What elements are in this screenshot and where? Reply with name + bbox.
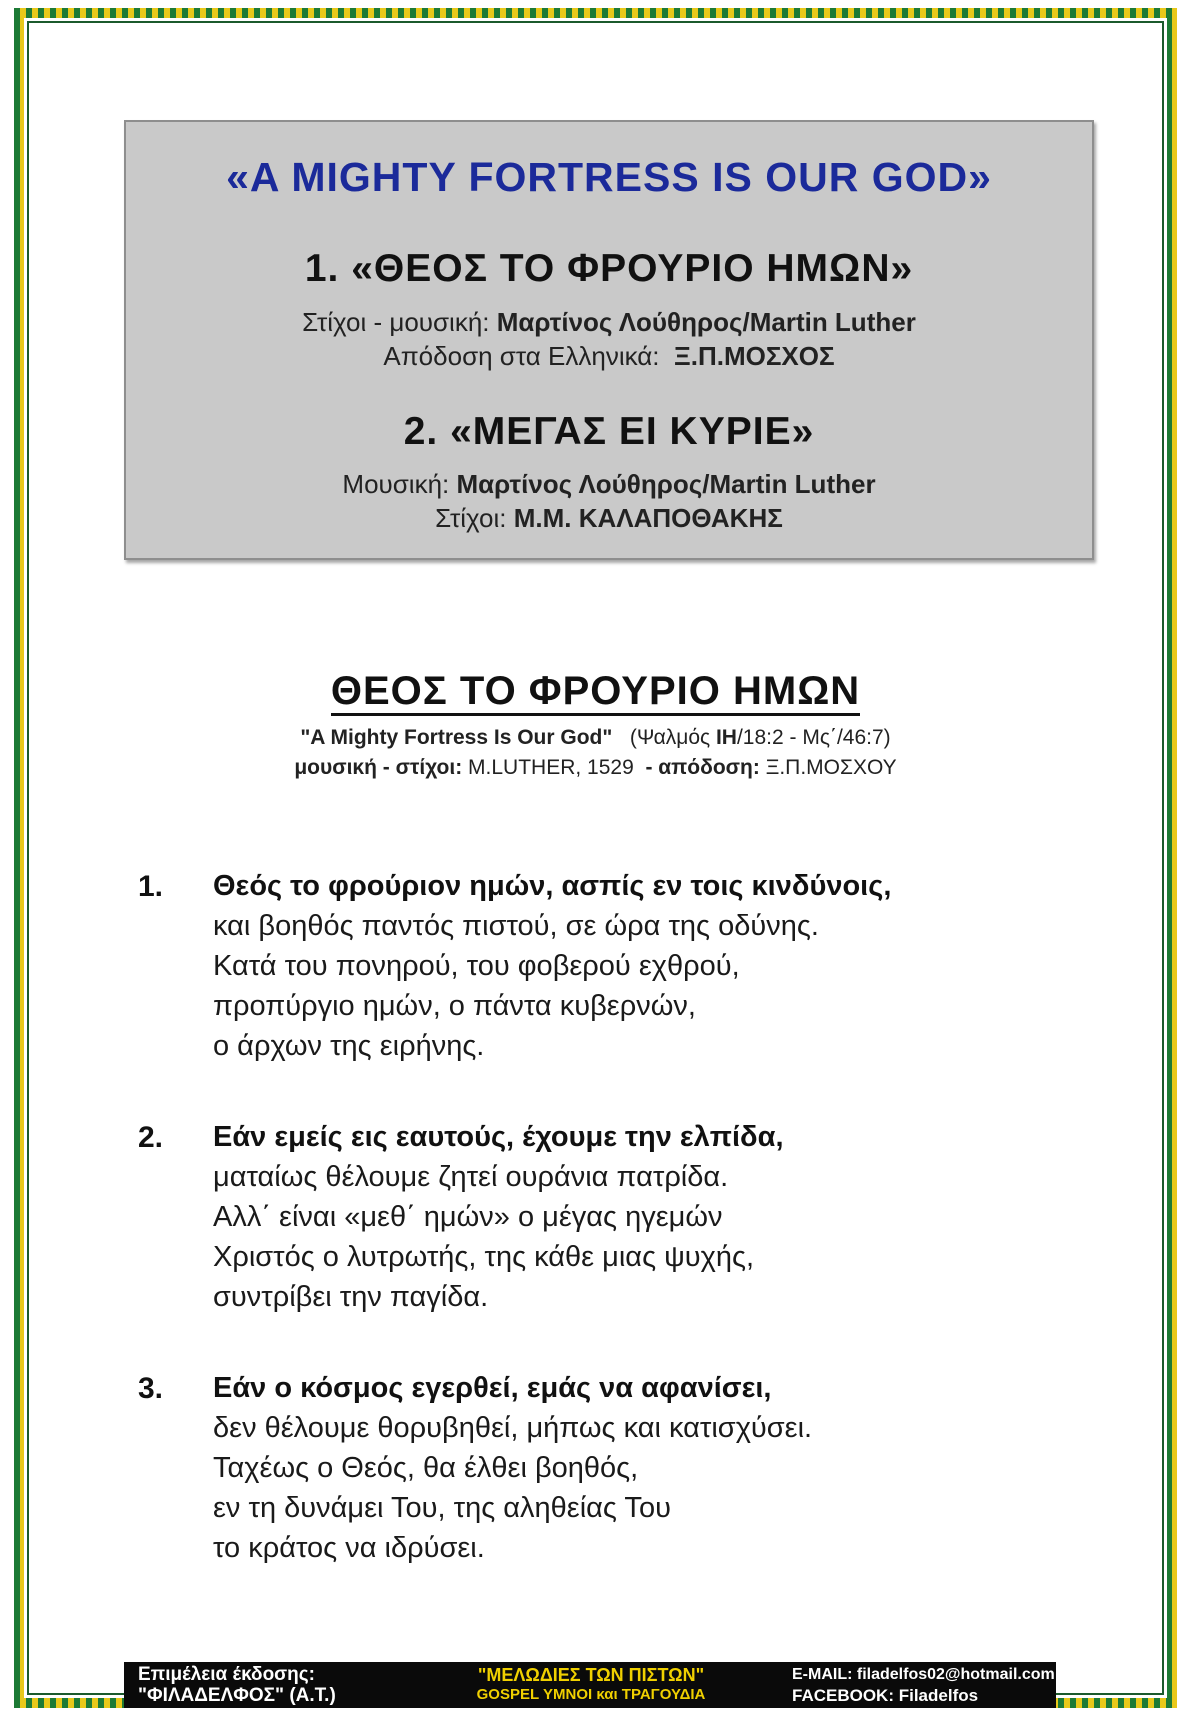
footer-series-title: "ΜΕΛΩΔΙΕΣ ΤΩΝ ΠΙΣΤΩΝ" <box>477 1665 705 1685</box>
credits-value-1: M.LUTHER, 1529 <box>468 756 634 779</box>
song2-credit1-label: Μουσική: <box>342 469 450 499</box>
song1-credit-1 <box>126 307 1092 338</box>
psalm-pre: (Ψαλμός <box>629 726 711 749</box>
verse-line: Αλλ΄ είναι «μεθ΄ ημών» ο μέγας ηγεμών <box>213 1201 723 1233</box>
song2-credit2-label: Στίχοι: <box>435 503 507 533</box>
song1-credit1-value: Μαρτίνος Λούθηρος/Martin Luther <box>496 307 916 337</box>
verse-line: το κράτος να ιδρύσει. <box>213 1532 485 1564</box>
verse-line: Ταχέως ο Θεός, θα έλθει βοηθός, <box>213 1452 639 1484</box>
verse-number: 2. <box>138 1121 164 1154</box>
footer-series-subtitle: GOSPEL ΥΜΝΟΙ και ΤΡΑΓΟΥΔΙΑ <box>476 1686 706 1703</box>
verse-line: ο άρχων της ειρήνης. <box>213 1030 485 1062</box>
verse-line: Θεός το φρούριον ημών, ασπίς εν τοις κινδύνοις, <box>213 870 892 902</box>
verse-line: και βοηθός παντός πιστού, σε ώρα της οδύνης. <box>213 910 819 942</box>
footer-facebook[interactable]: FACEBOOK: Filadelfos <box>792 1686 979 1705</box>
english-title: "A Mighty Fortress Is Our God" <box>300 726 613 749</box>
credits-label-2: - απόδοση: <box>645 756 760 779</box>
psalm-rest: /18:2 - Μς΄/46:7) <box>736 726 891 749</box>
verse-line: Χριστός ο λυτρωτής, της κάθε μιας ψυχής, <box>213 1241 755 1273</box>
footer-editor-name: "ΦΙΛΑΔΕΛΦΟΣ" (Α.Τ.) <box>138 1685 336 1706</box>
verse-line: Εάν εμείς εις εαυτούς, έχουμε την ελπίδα, <box>213 1121 784 1153</box>
hymn-title <box>0 669 1191 714</box>
title-panel <box>124 120 1094 560</box>
credits-value-2: Ξ.Π.ΜΟΣΧΟΥ <box>765 756 897 779</box>
verse-line: Εάν ο κόσμος εγερθεί, εμάς να αφανίσει, <box>213 1372 772 1404</box>
hymn-subtitle <box>0 726 1191 750</box>
song2-credit-2 <box>126 503 1092 534</box>
song2-credit1-value: Μαρτίνος Λούθηρος/Martin Luther <box>456 469 876 499</box>
footer-editor-label: Επιμέλεια έκδοσης: <box>138 1664 315 1685</box>
verse-line: εν τη δυνάμει Του, της αληθείας Του <box>213 1492 671 1524</box>
verse-line: συντρίβει την παγίδα. <box>213 1281 489 1313</box>
song2-title: 2. «ΜΕΓΑΣ ΕΙ ΚΥΡΙΕ» <box>403 410 815 453</box>
verse-line: Κατά του πονηρού, του φοβερού εχθρού, <box>213 950 740 982</box>
song1-title: 1. «ΘΕΟΣ ΤΟ ΦΡΟΥΡΙΟ ΗΜΩΝ» <box>304 247 914 290</box>
hymn-credits <box>0 756 1191 780</box>
credits-label-1: μουσική - στίχοι: <box>294 756 463 779</box>
verse-number: 3. <box>138 1372 164 1405</box>
verse-line: δεν θέλουμε θορυβηθεί, μήπως και κατισχύσει. <box>213 1412 813 1444</box>
verse-line: ματαίως θέλουμε ζητεί ουράνια πατρίδα. <box>213 1161 729 1193</box>
song2-credit-1 <box>126 469 1092 500</box>
song1-credit-2 <box>126 341 1092 372</box>
footer-email[interactable]: E-MAIL: filadelfos02@hotmail.com <box>792 1666 1055 1683</box>
song1-credit2-value: Ξ.Π.ΜΟΣΧΟΣ <box>673 341 835 371</box>
hymn-title-text: ΘΕΟΣ ΤΟ ΦΡΟΥΡΙΟ ΗΜΩΝ <box>331 669 860 716</box>
footer-bar <box>124 1662 1056 1708</box>
song1-credit1-label: Στίχοι - μουσική: <box>302 307 490 337</box>
main-title: «A MIGHTY FORTRESS IS OUR GOD» <box>226 154 992 200</box>
psalm-ref: ΙΗ <box>715 726 737 749</box>
verse-line: προπύργιο ημών, ο πάντα κυβερνών, <box>213 990 696 1022</box>
verse-number: 1. <box>138 870 164 903</box>
song1-credit2-label: Απόδοση στα Ελληνικά: <box>383 341 660 371</box>
song2-credit2-value: Μ.Μ. ΚΑΛΑΠΟΘΑΚΗΣ <box>513 503 783 533</box>
